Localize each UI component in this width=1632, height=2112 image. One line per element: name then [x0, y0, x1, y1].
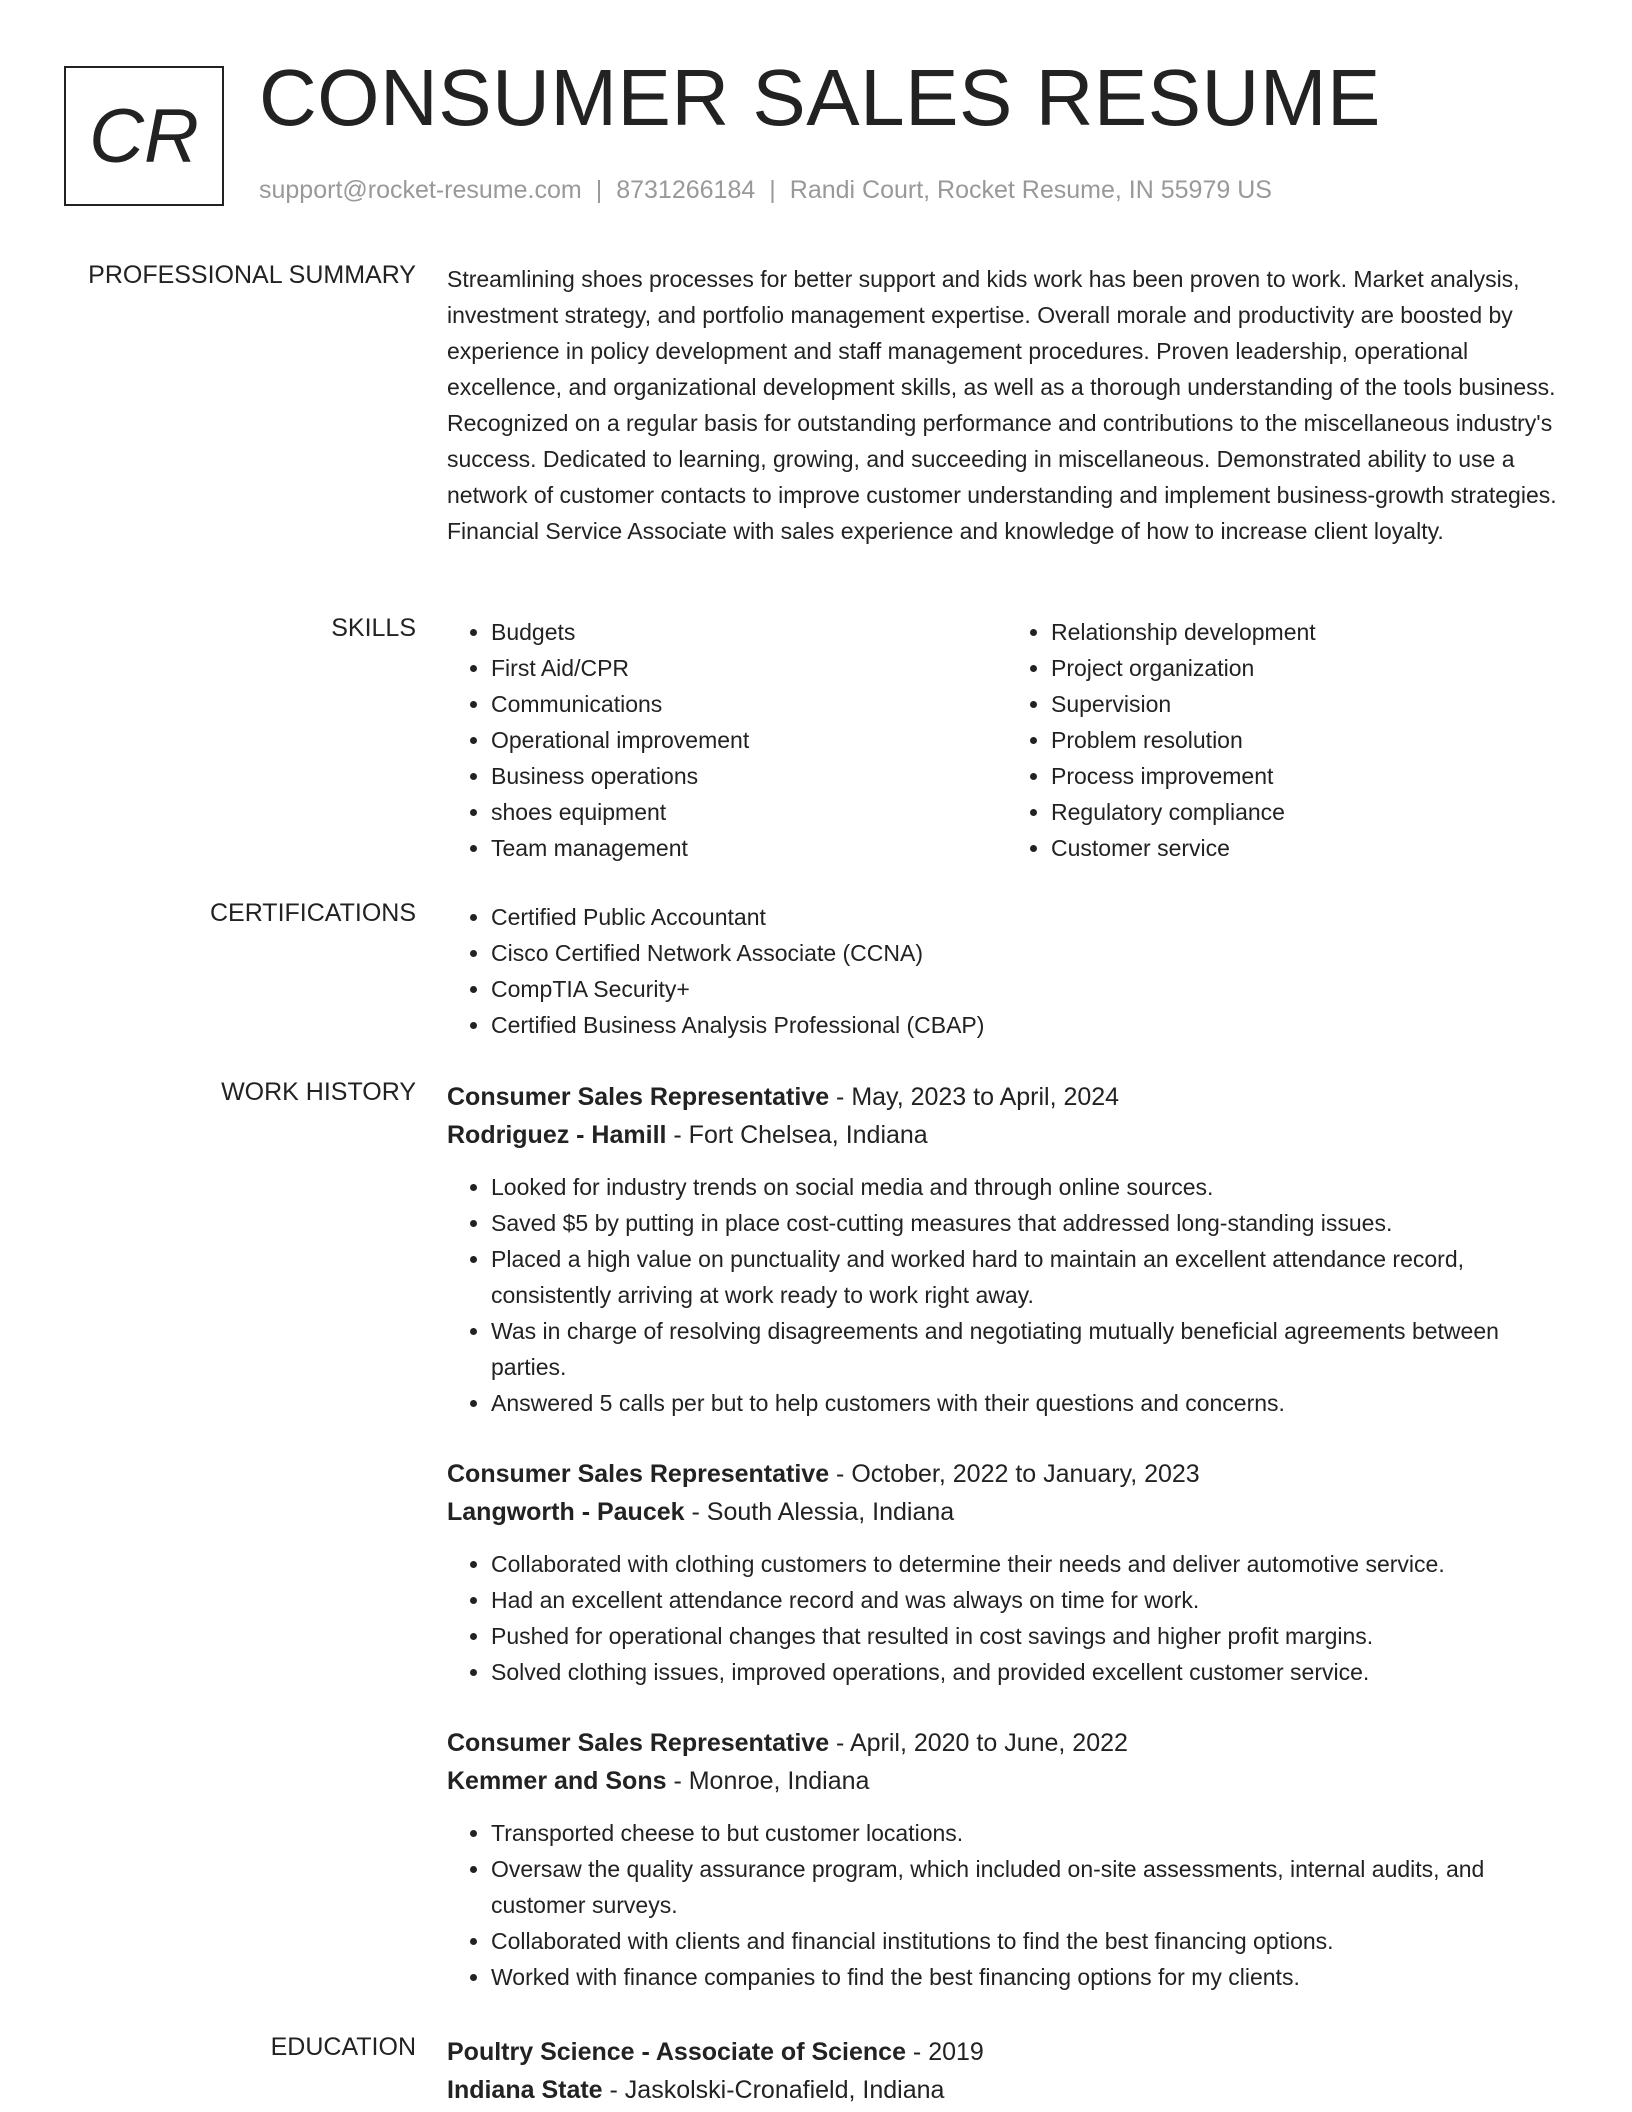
job-company-line [447, 1116, 1567, 1154]
work-history-body [447, 1078, 1567, 1995]
summary-heading: PROFESSIONAL SUMMARY [88, 261, 416, 289]
skill-item: • Problem resolution [1051, 722, 1567, 758]
work-history-heading: WORK HISTORY [221, 1078, 416, 1106]
job-title-line [447, 1724, 1567, 1762]
skill-item: • Operational improvement [491, 722, 1007, 758]
certification-item: • Certified Public Accountant [491, 899, 1567, 935]
contact-line [259, 176, 1272, 205]
job-company-line [447, 1493, 1567, 1531]
skill-item: • Relationship development [1051, 614, 1567, 650]
job-bullet: • Transported cheese to but customer locations. [491, 1815, 1567, 1851]
job-role: Consumer Sales Representative [447, 1083, 830, 1111]
education-heading: EDUCATION [270, 2033, 416, 2061]
job-bullet: • Saved $5 by putting in place cost-cutting measures that addressed long-standing issues. [491, 1205, 1567, 1241]
education-body [447, 2033, 1567, 2109]
contact-email[interactable]: support@rocket-resume.com [259, 176, 582, 204]
skill-item: • Communications [491, 686, 1007, 722]
certification-item: • Cisco Certified Network Associate (CCNA) [491, 935, 1567, 971]
education-degree-line [447, 2033, 1567, 2071]
job-dates: - October, 2022 to January, 2023 [829, 1460, 1200, 1488]
monogram-text: CR [89, 93, 199, 179]
skill-item: • Team management [491, 830, 1007, 866]
skills-heading: SKILLS [331, 614, 416, 642]
skill-item: • Regulatory compliance [1051, 794, 1567, 830]
education-degree: Poultry Science - Associate of Science [447, 2038, 906, 2066]
job-bullets [447, 1169, 1567, 1421]
education-location: - Jaskolski-Cronafield, Indiana [602, 2076, 945, 2104]
job-role: Consumer Sales Representative [447, 1729, 830, 1757]
job-bullets [447, 1815, 1567, 1995]
job-entry [447, 1078, 1567, 1421]
job-bullet: • Pushed for operational changes that resulted in cost savings and higher profit margins. [491, 1618, 1567, 1654]
job-entry [447, 1455, 1567, 1690]
job-bullets [447, 1546, 1567, 1690]
skills-list-left [447, 614, 1007, 866]
skill-item: • Business operations [491, 758, 1007, 794]
summary-body [447, 261, 1567, 549]
job-location: - Monroe, Indiana [666, 1767, 870, 1795]
resume-title: CONSUMER SALES RESUME [259, 53, 1381, 142]
summary-text: Streamlining shoes processes for better support and kids work has been proven to work. Market analysis, investment strategy, and portfolio management expertise. Overall morale and productivity are boosted by experience in policy development and staff management procedures. Proven leadership, operational excellence, and organizational development skills, as well as a thorough understanding of the tools business. Recognized on a regular basis for outstanding performance and contributions to the miscellaneous industry's success. Dedicated to learning, growing, and succeeding in miscellaneous. Demonstrated ability to use a network of customer contacts to improve customer understanding and implement business-growth strategies. Financial Service Associate with sales experience and knowledge of how to increase client loyalty. [447, 266, 1557, 544]
job-company: Kemmer and Sons [447, 1767, 667, 1795]
job-location: - Fort Chelsea, Indiana [666, 1121, 928, 1149]
job-title-line [447, 1455, 1567, 1493]
job-bullet: • Solved clothing issues, improved operations, and provided excellent customer service. [491, 1654, 1567, 1690]
job-bullet: • Worked with finance companies to find the best financing options for my clients. [491, 1959, 1567, 1995]
certification-item: • Certified Business Analysis Professional (CBAP) [491, 1007, 1567, 1043]
job-bullet: • Collaborated with clothing customers to determine their needs and deliver automotive service. [491, 1546, 1567, 1582]
skill-item: • shoes equipment [491, 794, 1007, 830]
job-bullet: • Looked for industry trends on social media and through online sources. [491, 1169, 1567, 1205]
skills-body [447, 614, 1567, 866]
job-dates: - April, 2020 to June, 2022 [829, 1729, 1128, 1757]
job-bullet: • Was in charge of resolving disagreements and negotiating mutually beneficial agreements between parties. [491, 1313, 1567, 1385]
job-location: - South Alessia, Indiana [684, 1498, 955, 1526]
certification-item: • CompTIA Security+ [491, 971, 1567, 1007]
job-bullet: • Collaborated with clients and financial institutions to find the best financing options. [491, 1923, 1567, 1959]
contact-address: Randi Court, Rocket Resume, IN 55979 US [789, 176, 1272, 204]
job-entry [447, 1724, 1567, 1995]
job-bullet: • Answered 5 calls per but to help customers with their questions and concerns. [491, 1385, 1567, 1421]
contact-separator: | [769, 176, 776, 204]
job-bullet: • Had an excellent attendance record and was always on time for work. [491, 1582, 1567, 1618]
monogram-badge [64, 66, 224, 206]
certifications-body [447, 899, 1567, 1043]
contact-separator: | [595, 176, 603, 204]
skill-item: • Supervision [1051, 686, 1567, 722]
education-school-line [447, 2071, 1567, 2109]
job-title-line [447, 1078, 1567, 1116]
skill-item: • Customer service [1051, 830, 1567, 866]
certifications-list [447, 899, 1567, 1043]
skill-item: • Project organization [1051, 650, 1567, 686]
job-bullet: • Oversaw the quality assurance program, which included on-site assessments, internal audits, and customer surveys. [491, 1851, 1567, 1923]
job-dates: - May, 2023 to April, 2024 [829, 1083, 1120, 1111]
job-role: Consumer Sales Representative [447, 1460, 830, 1488]
education-school: Indiana State [447, 2076, 603, 2104]
skills-list-right [1007, 614, 1567, 866]
education-year: - 2019 [905, 2038, 984, 2066]
skill-item: • First Aid/CPR [491, 650, 1007, 686]
job-company-line [447, 1762, 1567, 1800]
skill-item: • Process improvement [1051, 758, 1567, 794]
contact-phone[interactable]: 8731266184 [616, 176, 756, 204]
job-company: Langworth - Paucek [447, 1498, 685, 1526]
certifications-heading: CERTIFICATIONS [209, 899, 416, 927]
job-company: Rodriguez - Hamill [447, 1121, 667, 1149]
skill-item: • Budgets [491, 614, 1007, 650]
job-bullet: • Placed a high value on punctuality and worked hard to maintain an excellent attendance record, consistently arriving at work ready to work right away. [491, 1241, 1567, 1313]
